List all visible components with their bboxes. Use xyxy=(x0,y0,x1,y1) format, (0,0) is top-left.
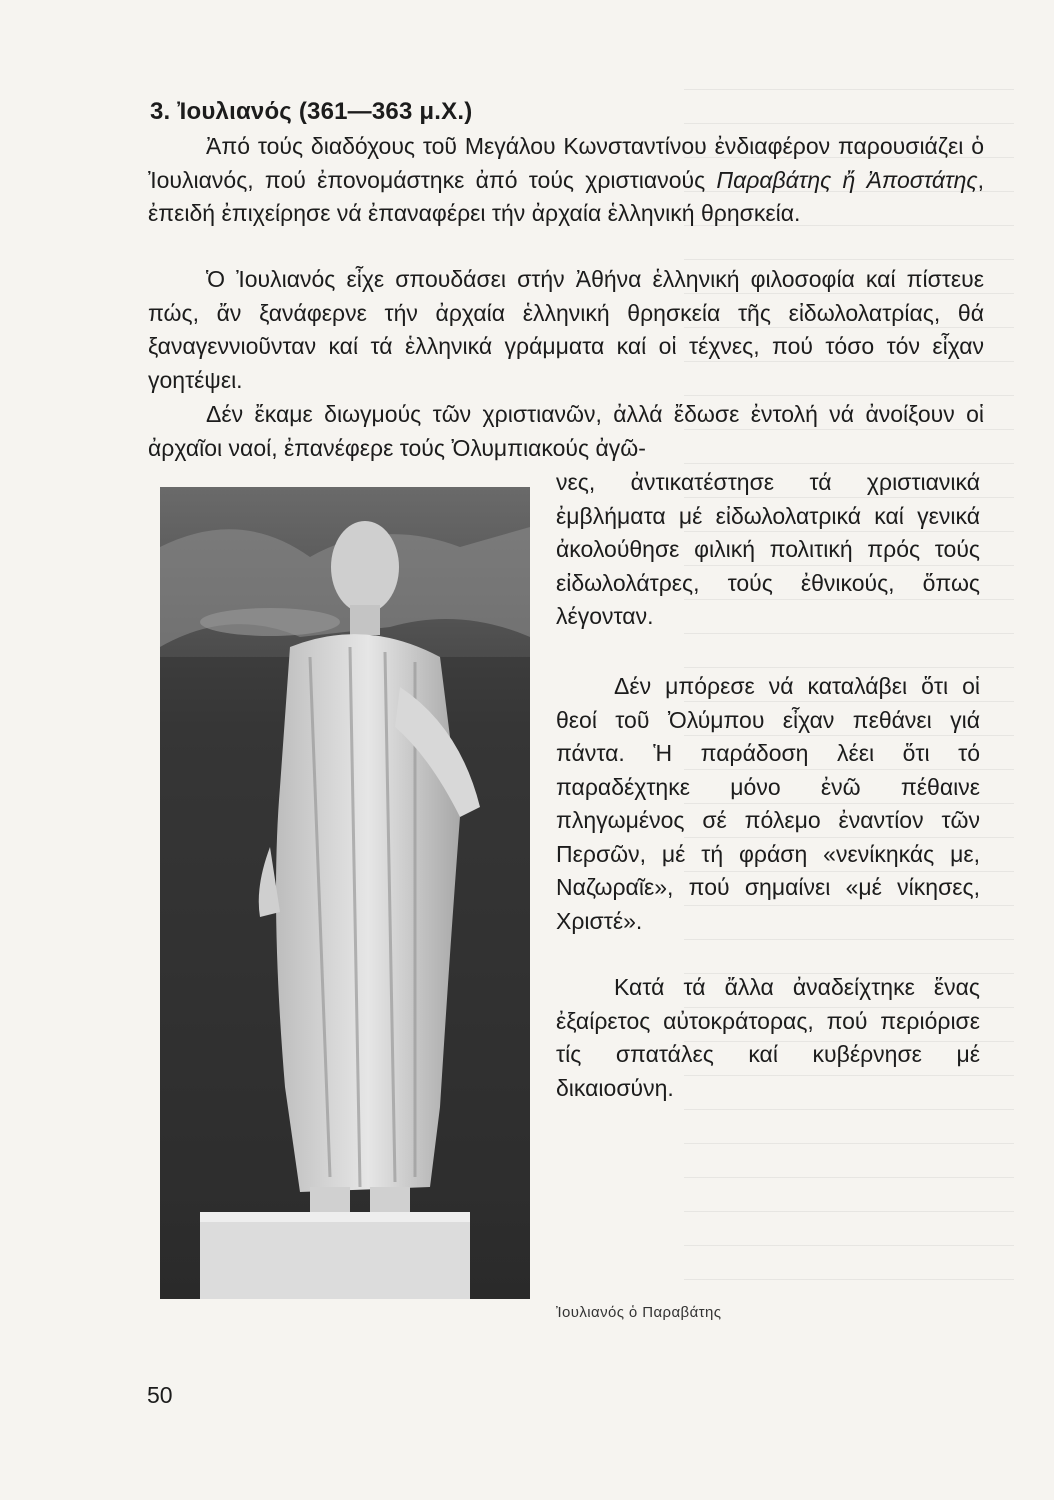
paragraph-4-text: Δέν μπόρεσε νά καταλάβει ὅτι οἱ θεοί τοῦ Ὀλύμπου εἶχαν πεθάνει γιά πάντα. Ἡ παράδοση λέει ὅτι τό παραδέχτηκε μόνο ἐνῶ πέθαινε πληγωμένος σέ πόλεμο ἐναντίον τῶν Περσῶν, μέ τή φράση «νενίκηκάς με, Ναζωραῖε», πού σημαίνει «μέ νίκησες, Χριστέ». xyxy=(556,673,980,934)
paragraph-5 xyxy=(556,971,980,1105)
column-paragraph-4 xyxy=(556,670,980,938)
paragraph-1-text-a: Ἀπό τούς διαδόχους τοῦ Μεγάλου Κωνσταντίνου ἐνδιαφέρον παρουσιάζει ὁ Ἰουλιανός, πού ἐπονομάστηκε ἀπό τούς χριστιανούς xyxy=(148,133,984,193)
paragraph-1-text-b: , ἐπειδή ἐπιχείρησε νά ἐπαναφέρει τήν ἀρχαία ἑλληνική θρησκεία. xyxy=(148,166,984,226)
paragraph-3-text: Δέν ἔκαμε διωγμούς τῶν χριστιανῶν, ἀλλά ἔδωσε ἐντολή νά ἀνοίξουν οἱ ἀρχαῖοι ναοί, ἐπανέφερε τούς Ὀλυμπιακούς ἀγῶ- xyxy=(148,401,984,461)
statue-photo xyxy=(160,487,530,1299)
photo-caption: Ἰουλιανός ὁ Παραβάτης xyxy=(556,1304,722,1321)
paragraph-5-text: Κατά τά ἄλλα ἀναδείχτηκε ἕνας ἐξαίρετος αὐτοκράτορας, πού περιόρισε τίς σπατάλες καί κυβέρνησε μέ δικαιοσύνη. xyxy=(556,974,980,1101)
paragraph-2 xyxy=(148,263,984,397)
paragraph-1-italic: Παραβάτης ἤ Ἀποστάτης xyxy=(716,166,978,193)
column-paragraph-3-continuation xyxy=(556,466,980,634)
page-number: 50 xyxy=(147,1382,173,1408)
section-heading: 3. Ἰουλιανός (361—363 μ.Χ.) xyxy=(150,97,473,125)
column-paragraph-5 xyxy=(556,971,980,1105)
paragraph-3 xyxy=(148,398,984,465)
paragraph-3-column-text: νες, ἀντικατέστησε τά χριστιανικά ἐμβλήματα μέ εἰδωλολατρικά καί γενικά ἀκολούθησε φιλική πολιτική πρός τούς εἰδωλολάτρες, τούς ἐθνικούς, ὅπως λέγονταν. xyxy=(556,469,980,629)
statue-illustration xyxy=(160,487,530,1299)
paragraph-4 xyxy=(556,670,980,938)
paragraph-2-text: Ὁ Ἰουλιανός εἶχε σπουδάσει στήν Ἀθήνα ἑλληνική φιλοσοφία καί πίστευε πώς, ἄν ξανάφερνε τήν ἀρχαία ἑλληνική θρησκεία τῆς εἰδωλολατρίας, θά ξαναγεννιοῦνταν καί τά ἑλληνικά γράμματα καί οἱ τέχνες, πού τόσο τόν εἶχαν γοητέψει. xyxy=(148,266,984,393)
paragraph-1 xyxy=(148,130,984,231)
